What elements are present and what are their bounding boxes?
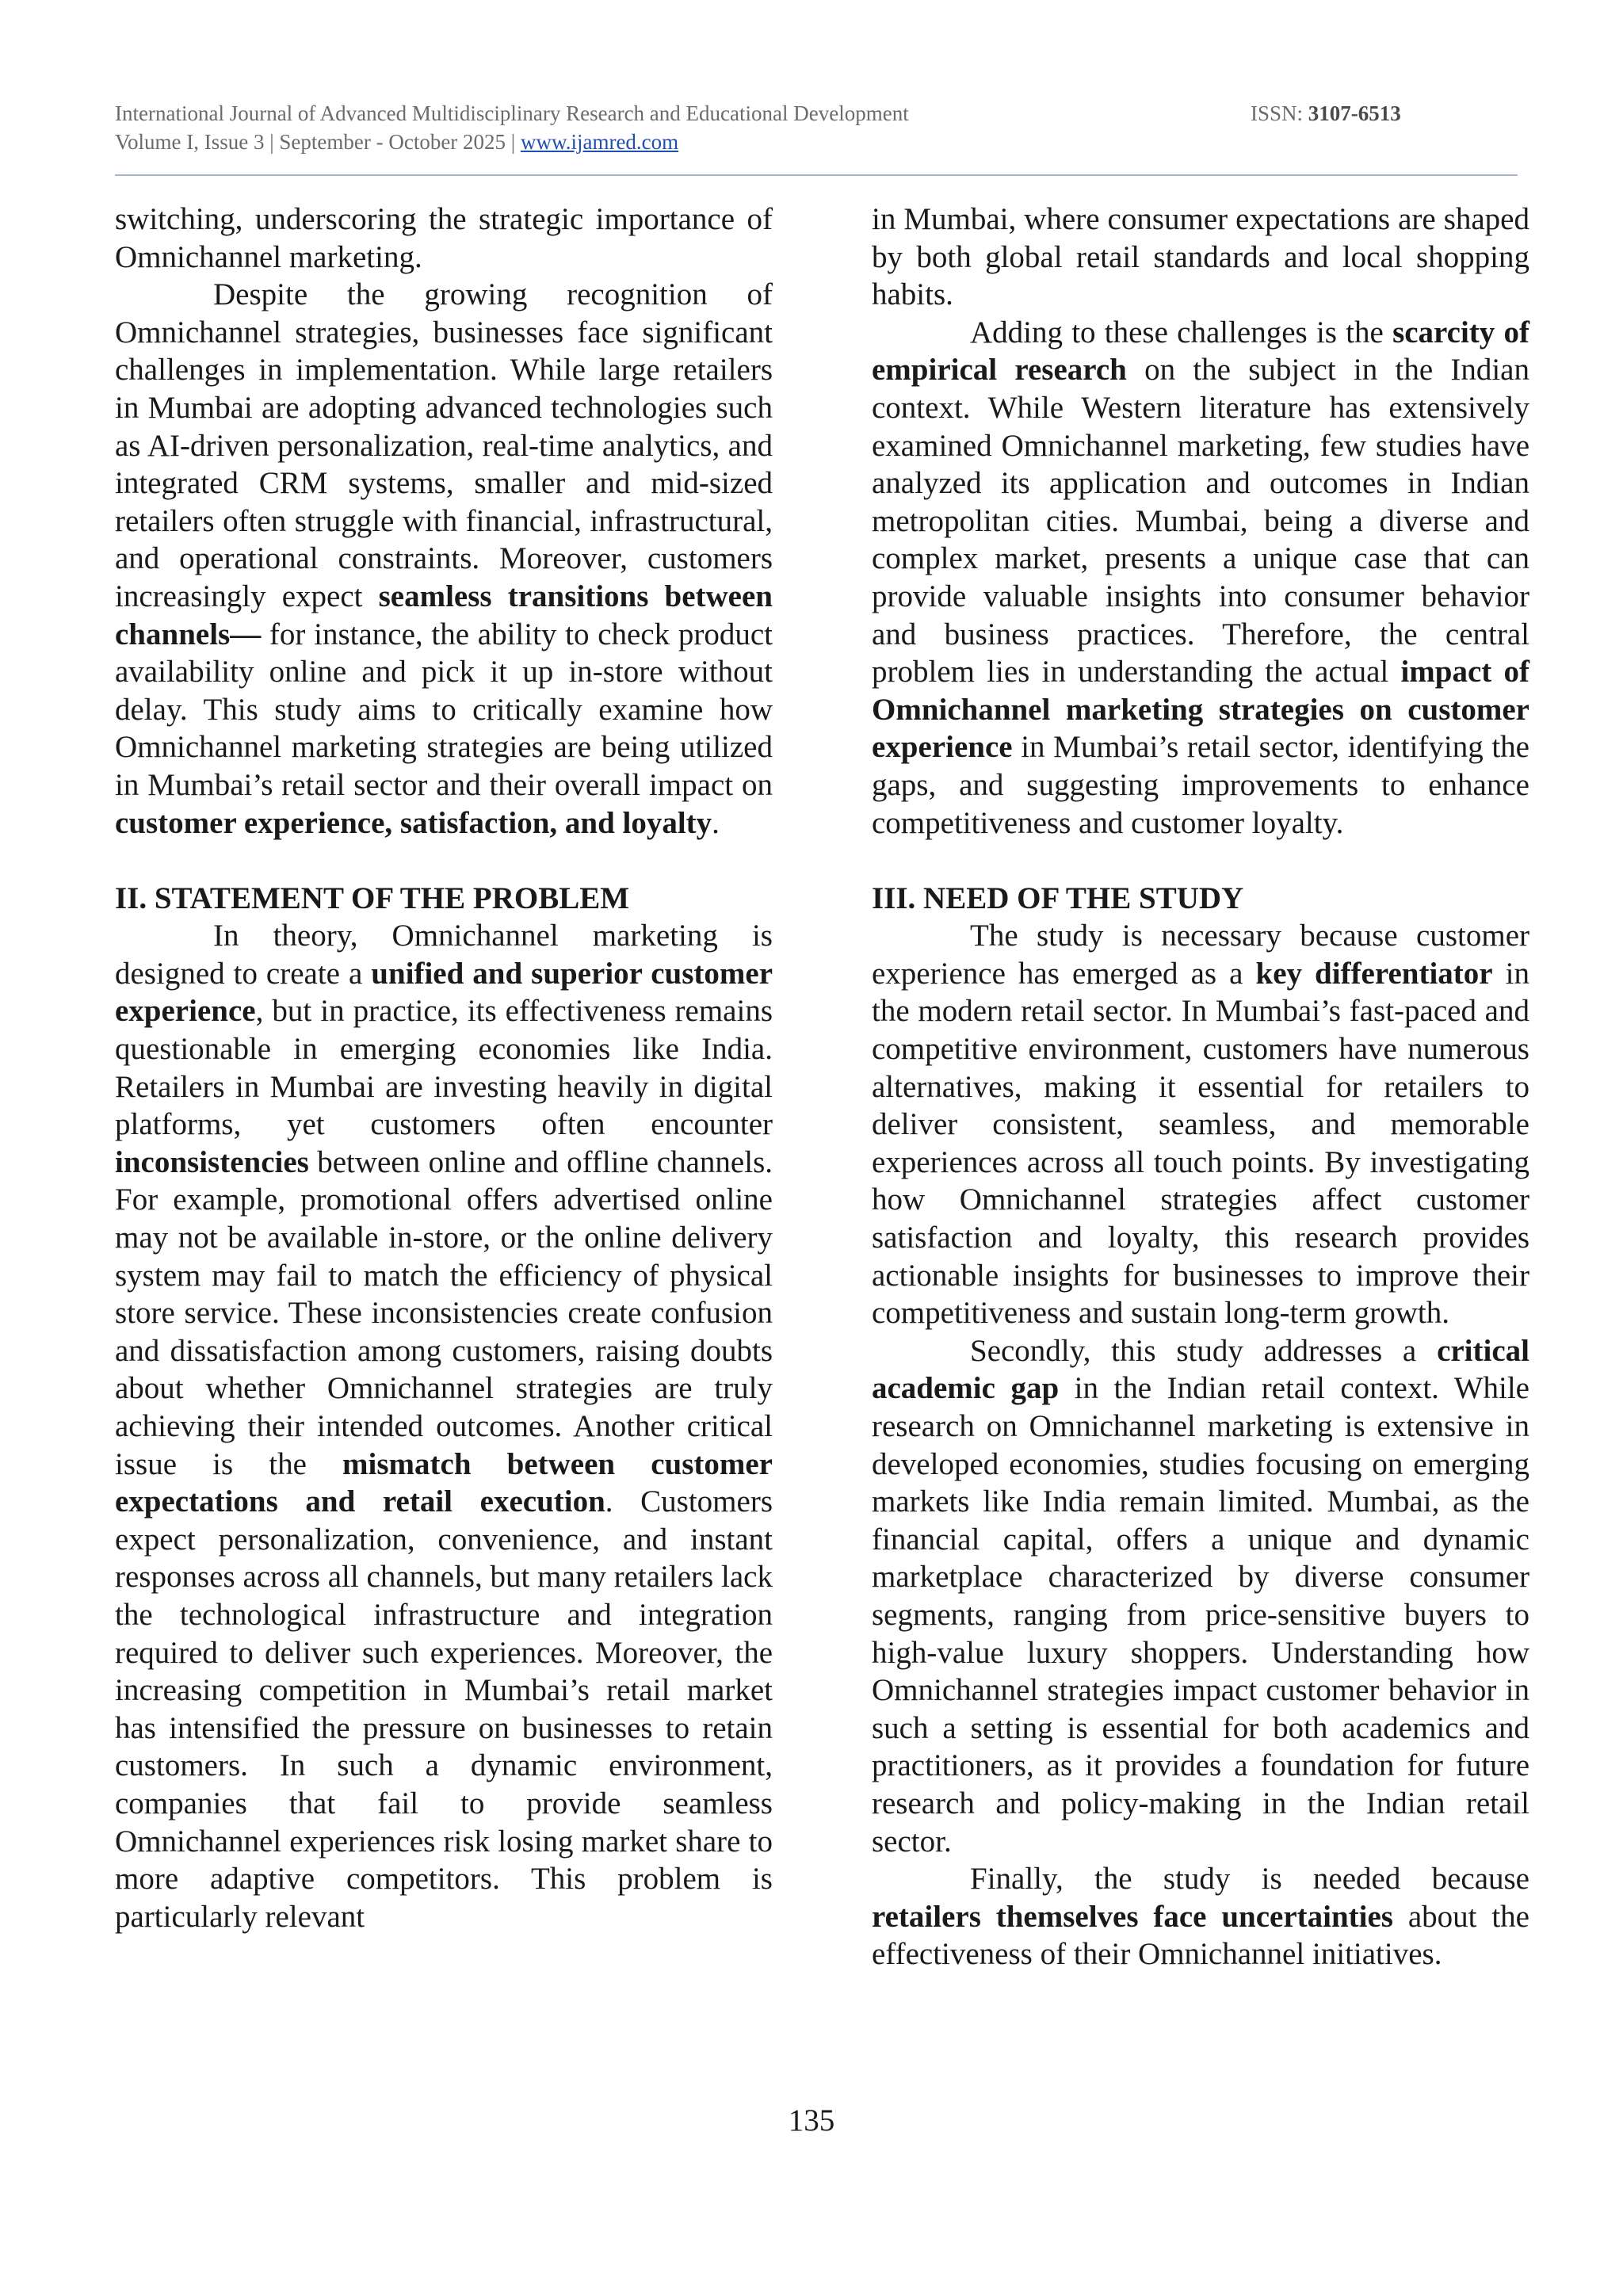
paragraph: The study is necessary because customer experience has emerged as a key differentiator in the modern retail sector. In Mumbai’s fast-paced and competitive environment, customers have numerous alternatives, making it essential for retailers to deliver consistent, seamless, and memorable experiences across all touch points. By investigating how Omnichannel strategies affect customer satisfaction and loyalty, this research provides actionable insights for businesses to improve their competitiveness and sustain long-term growth. [872,919,1529,1331]
emphasis: impact of Omnichannel marketing strategies on customer experience [872,655,1529,765]
running-header [115,99,1518,156]
paragraph: Finally, the study is needed because retailers themselves face uncertainties about the effectiveness of their Omnichannel initiatives. [872,1862,1529,1972]
paragraph: In theory, Omnichannel marketing is designed to create a unified and superior customer experience, but in practice, its effectiveness remains questionable in emerging economies like India. Retailers in Mumbai are investing heavily in digital platforms, yet customers often encounter inconsistencies between online and offline channels. For example, promotional offers advertised online may not be available in-store, or the online delivery system may fail to match the efficiency of physical store service. These inconsistencies create confusion and dissatisfaction among customers, raising doubts about whether Omnichannel strategies are truly achieving their intended outcomes. Another critical issue is the mismatch between customer expectations and retail execution. Customers expect personalization, convenience, and instant responses across all channels, but many retailers lack the technological infrastructure and integration required to deliver such experiences. Moreover, the increasing competition in Mumbai’s retail market has intensified the pressure on businesses to retain customers. In such a dynamic environment, companies that fail to provide seamless Omnichannel experiences risk losing market share to more adaptive competitors. This problem is particularly relevant [115,919,773,1934]
emphasis: customer experience, satisfaction, and loyalty [115,805,712,840]
issn-label: ISSN: [1251,101,1308,125]
emphasis: critical academic gap [872,1333,1529,1406]
emphasis: mismatch between customer expectations and retail execution [115,1446,773,1519]
left-column [115,201,773,1935]
paragraph: switching, underscoring the strategic importance of Omnichannel marketing. [115,202,773,274]
right-column [872,201,1529,1973]
emphasis: unified and superior customer experience [115,956,773,1029]
header-divider [115,174,1518,176]
paragraph: Adding to these challenges is the scarcity of empirical research on the subject in the Indian context. While Western literature has extensively examined Omnichannel marketing, few studies have analyzed its application and outcomes in Indian metropolitan cities. Mumbai, being a diverse and complex market, presents a unique case that can provide valuable insights into consumer behavior and business practices. Therefore, the central problem lies in understanding the actual impact of Omnichannel marketing strategies on customer experience in Mumbai’s retail sector, identifying the gaps, and suggesting improvements to enhance competitiveness and customer loyalty. [872,315,1529,840]
emphasis: scarcity of empirical research [872,315,1529,388]
issn-number: 3107-6513 [1308,101,1401,125]
paragraph: in Mumbai, where consumer expectations are shaped by both global retail standards and local shopping habits. [872,202,1529,312]
paragraph: Secondly, this study addresses a critical academic gap in the Indian retail context. While research on Omnichannel marketing is extensive in developed economies, studies focusing on emerging markets like India remain limited. Mumbai, as the financial capital, offers a unique and dynamic marketplace characterized by diverse consumer segments, ranging from price-sensitive buyers to high-value luxury shoppers. Understanding how Omnichannel strategies impact customer behavior in such a setting is essential for both academics and practitioners, as it provides a foundation for future research and policy-making in the Indian retail sector. [872,1333,1529,1859]
website-link[interactable]: www.ijamred.com [520,130,679,154]
page-number: 135 [788,2103,835,2137]
section-heading-need: III. NEED OF THE STUDY [872,881,1244,915]
emphasis: seamless transitions between channels— [115,579,773,651]
paragraph: Despite the growing recognition of Omnichannel strategies, businesses face significant challenges in implementation. While large retailers in Mumbai are adopting advanced technologies such as AI-driven personalization, real-time analytics, and integrated CRM systems, smaller and mid-sized retailers often struggle with financial, infrastructural, and operational constraints. Moreover, customers increasingly expect seamless transitions between channels— for instance, the ability to check product availability online and pick it up in-store without delay. This study aims to critically examine how Omnichannel marketing strategies are being utilized in Mumbai’s retail sector and their overall impact on customer experience, satisfaction, and loyalty. [115,277,773,840]
section-heading-problem: II. STATEMENT OF THE PROBLEM [115,881,630,915]
emphasis: retailers themselves face uncertainties [872,1899,1393,1934]
issn [1251,99,1401,128]
emphasis: key differentiator [1255,956,1493,991]
volume-info: Volume I, Issue 3 | September - October 2025 | [115,130,521,154]
emphasis: inconsistencies [115,1144,309,1179]
journal-title: International Journal of Advanced Multidisciplinary Research and Educational Development [115,101,909,125]
volume-line [115,128,1518,156]
